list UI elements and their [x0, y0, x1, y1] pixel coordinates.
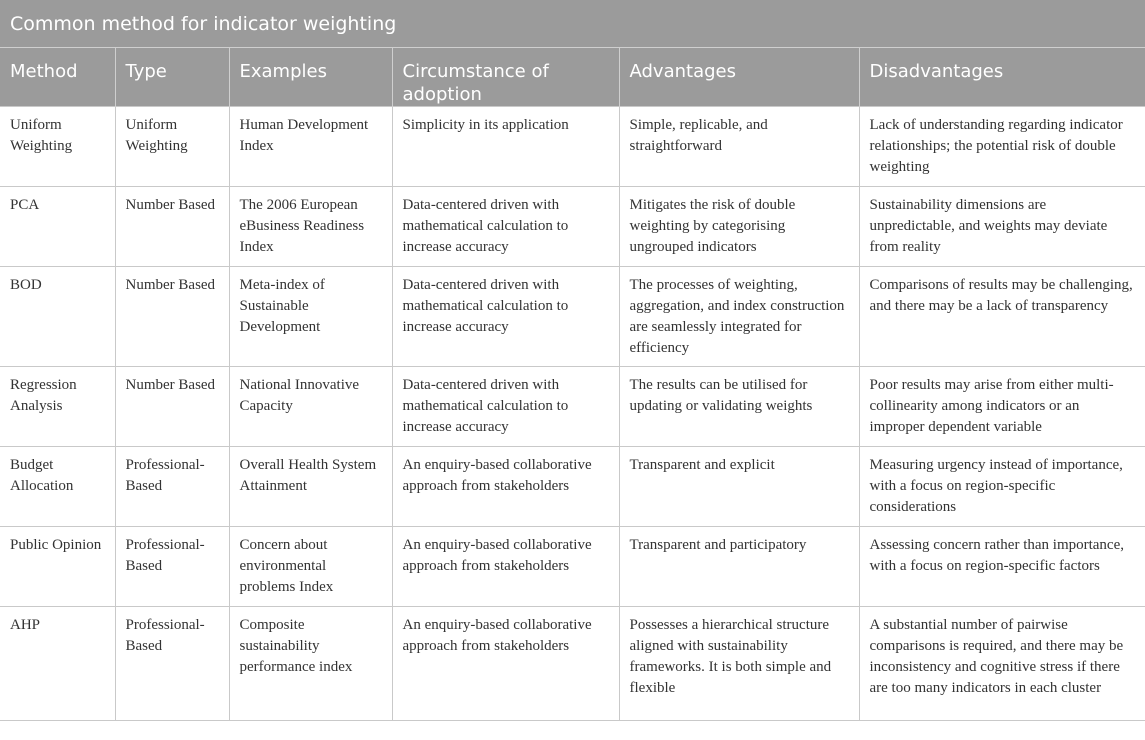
cell-circumstance: An enquiry-based collaborative approach from stakeholders	[392, 527, 619, 607]
cell-examples: Composite sustainability performance index	[229, 607, 392, 721]
table-title: Common method for indicator weighting	[0, 0, 1145, 48]
header-type: Type	[115, 48, 229, 107]
cell-method: Uniform Weighting	[0, 107, 115, 187]
cell-type: Professional-Based	[115, 527, 229, 607]
cell-examples: Human Development Index	[229, 107, 392, 187]
cell-disadvantages: A substantial number of pairwise comparisons is required, and there may be inconsistency and cognitive stress if there are too many indicators in each cluster	[859, 607, 1145, 721]
cell-circumstance: An enquiry-based collaborative approach from stakeholders	[392, 607, 619, 721]
cell-method: AHP	[0, 607, 115, 721]
cell-examples: National Innovative Capacity	[229, 367, 392, 447]
cell-examples: Overall Health System Attainment	[229, 447, 392, 527]
cell-type: Number Based	[115, 187, 229, 267]
cell-disadvantages: Sustainability dimensions are unpredictable, and weights may deviate from reality	[859, 187, 1145, 267]
cell-type: Professional-Based	[115, 607, 229, 721]
cell-disadvantages: Poor results may arise from either multi-collinearity among indicators or an improper dependent variable	[859, 367, 1145, 447]
cell-disadvantages: Assessing concern rather than importance, with a focus on region-specific factors	[859, 527, 1145, 607]
cell-method: PCA	[0, 187, 115, 267]
cell-disadvantages: Comparisons of results may be challenging, and there may be a lack of transparency	[859, 267, 1145, 367]
cell-circumstance: Simplicity in its application	[392, 107, 619, 187]
cell-disadvantages: Measuring urgency instead of importance, with a focus on region-specific considerations	[859, 447, 1145, 527]
cell-method: Budget Allocation	[0, 447, 115, 527]
cell-method: Public Opinion	[0, 527, 115, 607]
cell-advantages: Transparent and explicit	[619, 447, 859, 527]
table-row	[0, 107, 1145, 187]
cell-type: Number Based	[115, 267, 229, 367]
table-row	[0, 267, 1145, 367]
header-method: Method	[0, 48, 115, 107]
table-row	[0, 187, 1145, 267]
cell-circumstance: An enquiry-based collaborative approach from stakeholders	[392, 447, 619, 527]
cell-advantages: The processes of weighting, aggregation, and index construction are seamlessly integrated for efficiency	[619, 267, 859, 367]
table-row	[0, 607, 1145, 721]
header-advantages: Advantages	[619, 48, 859, 107]
cell-circumstance: Data-centered driven with mathematical calculation to increase accuracy	[392, 367, 619, 447]
header-examples: Examples	[229, 48, 392, 107]
cell-advantages: Simple, replicable, and straightforward	[619, 107, 859, 187]
header-circumstance: Circumstance of adoption	[392, 48, 619, 107]
weighting-methods-table	[0, 48, 1145, 721]
header-disadvantages: Disadvantages	[859, 48, 1145, 107]
cell-advantages: Mitigates the risk of double weighting by categorising ungrouped indicators	[619, 187, 859, 267]
table-row	[0, 527, 1145, 607]
cell-circumstance: Data-centered driven with mathematical calculation to increase accuracy	[392, 267, 619, 367]
cell-advantages: Possesses a hierarchical structure aligned with sustainability frameworks. It is both simple and flexible	[619, 607, 859, 721]
table-row	[0, 447, 1145, 527]
cell-disadvantages: Lack of understanding regarding indicator relationships; the potential risk of double weighting	[859, 107, 1145, 187]
cell-method: BOD	[0, 267, 115, 367]
cell-examples: Concern about environmental problems Index	[229, 527, 392, 607]
cell-type: Professional-Based	[115, 447, 229, 527]
cell-type: Uniform Weighting	[115, 107, 229, 187]
cell-advantages: Transparent and participatory	[619, 527, 859, 607]
cell-examples: The 2006 European eBusiness Readiness Index	[229, 187, 392, 267]
cell-type: Number Based	[115, 367, 229, 447]
cell-method: Regression Analysis	[0, 367, 115, 447]
cell-circumstance: Data-centered driven with mathematical calculation to increase accuracy	[392, 187, 619, 267]
header-row	[0, 48, 1145, 107]
table-row	[0, 367, 1145, 447]
cell-advantages: The results can be utilised for updating or validating weights	[619, 367, 859, 447]
cell-examples: Meta-index of Sustainable Development	[229, 267, 392, 367]
